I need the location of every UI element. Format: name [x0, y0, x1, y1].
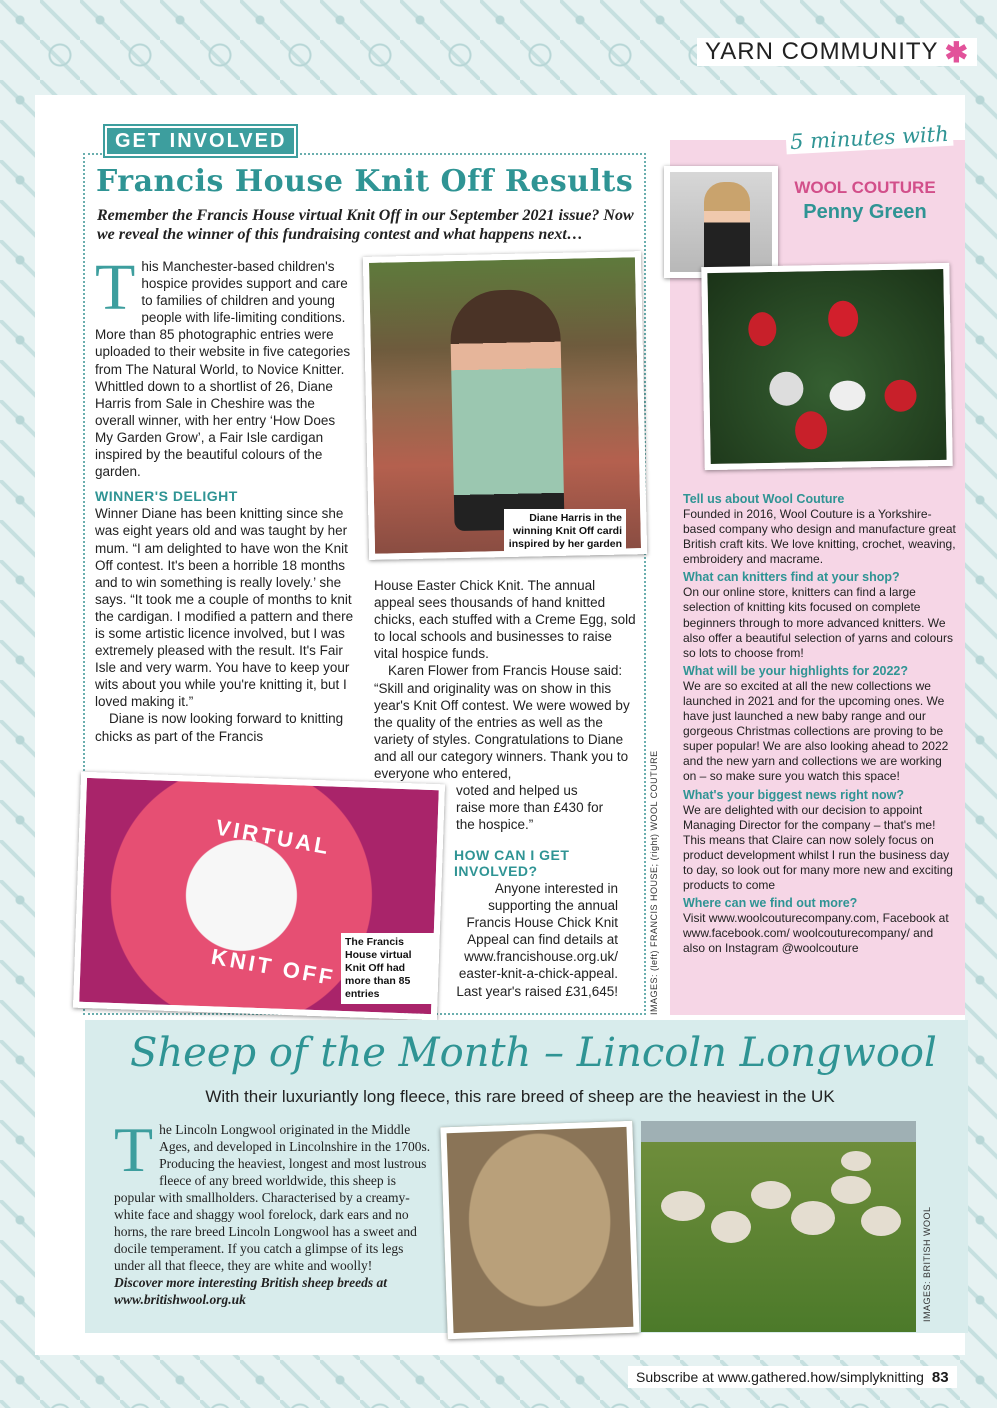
sheep-text: he Lincoln Longwool originated in the Middle Ages, and developed in Lincolnshire in the 1700s. Producing the heaviest, longest and most lustrous fleece of any breed worldwide, this sheep is popular with smallholders. Characterised by a creamy-white face and shaggy wool forelock, dark ears and no horns, the rare breed Lincoln Longwool has a sweet and docile temperament. If you catch a glimpse of its legs under all that fleece, they are white and woolly!: [114, 1122, 431, 1273]
photo-sheep-flock: [641, 1121, 916, 1332]
para-involved: Anyone interested in supporting the annual Francis House Chick Knit Appeal can find details at www.francishouse.org.uk/ easter-knit-a-chick-appeal. Last year's raised £31,645!: [456, 881, 618, 999]
ornament-icon: [748, 312, 777, 346]
para-diane: Diane is now looking forward to knitting chicks as part of the Francis: [95, 711, 344, 744]
qa-question: What's your biggest news right now?: [683, 787, 905, 802]
image-credit: IMAGES: (left) FRANCIS HOUSE; (right) WOOL COUTURE: [649, 750, 659, 1015]
sheep-figure: [841, 1151, 871, 1171]
standfirst: Remember the Francis House virtual Knit Off in our September 2021 issue? Now we reveal the winner of this fundraising contest and what happens next…: [97, 207, 634, 243]
caption-virtual: The Francis House virtual Knit Off had more than 85 entries: [341, 933, 434, 1004]
subhead-how-to-get-involved: HOW CAN I GET INVOLVED?: [454, 847, 570, 879]
qa-question: Tell us about Wool Couture: [683, 492, 845, 506]
qa-answer: We are so excited at all the new collections we launched in 2021 and for the upcoming ones. We have just launched a new baby range and our gorgeous Christmas collections are proving to be super popular! We are also looking ahead to 2022 and the new yarn and collections we are working on – so make sure you watch this space!: [683, 678, 949, 784]
qa-question: What will be your highlights for 2022?: [683, 663, 909, 678]
drop-cap: T: [95, 251, 136, 324]
sheep-more-link: Discover more interesting British sheep breeds at www.britishwool.org.uk: [114, 1275, 387, 1307]
sidebar-qa: [683, 492, 958, 956]
section-tag: [697, 38, 977, 66]
sheep-subtitle: With their luxuriantly long fleece, this rare breed of sheep are the heaviest in the UK: [205, 1087, 835, 1106]
qa-answer: We are delighted with our decision to appoint Managing Director for the company – that's me! This means that Claire can now solely focus on product development whilst I run the business day to day, so look out for many more new and exciting products to come: [683, 802, 953, 892]
page-number: 83: [931, 1368, 949, 1386]
photo-penny-green: [664, 166, 778, 278]
qa-question: What can knitters find at your shop?: [683, 570, 900, 585]
ornament-icon: [829, 380, 866, 411]
sheep-figure: [831, 1176, 871, 1204]
para-karen-end: voted and helped us raise more than £430 for the hospice.”: [456, 783, 604, 833]
sidebar-title: 5 minutes with: [785, 122, 953, 155]
qa-answer: Founded in 2016, Wool Couture is a Yorkshire-based company who design and manufacture great British craft kits. We love knitting, crochet, weaving, embroidery and macrame.: [683, 507, 956, 567]
asterisk-icon: ✱: [944, 36, 970, 68]
ornament-icon: [769, 371, 804, 406]
sheep-body: [114, 1114, 432, 1308]
para-easter: House Easter Chick Knit. The annual appeal sees thousands of hand knitted chicks, each stuffed with a Creme Egg, sold to local schools and businesses to raise vital hospice funds.: [374, 578, 636, 662]
qa-answer: On our online store, knitters can find a large selection of knitting kits focused on complete beginners through to more advanced knitters. We also offer a beautiful selection of yarns and colours so lots to choose from!: [683, 585, 953, 660]
sheep-figure: [861, 1206, 901, 1236]
qa-answer: Visit www.woolcouturecompany.com, Facebook at www.facebook.com/ woolcouturecompany/ and also on Instagram @woolcouture: [683, 911, 949, 956]
para-intro: his Manchester-based children's hospice provides support and care to families of children and young people with life-limiting conditions. More than 85 photographic entries were uploaded to their website in five categories from The Natural World, to Novice Knitter. Whittled down to a shortlist of 26, Diane Harris from Sale in Cheshire was the overall winner, with her entry ‘How Does My Garden Grow’, a Fair Isle cardigan inspired by the beautiful colours of the garden.: [95, 259, 351, 480]
sheep-image-credit: IMAGES: BRITISH WOOL: [922, 1206, 932, 1322]
para-karen: Karen Flower from Francis House said: “Skill and originality was on show in this year's Knit Off contest. We were wowed by the quality of the entries as well as the variety of styles. Congratulations to Diane and all our category winners. Thank you to everyone who entered,: [374, 663, 630, 782]
virtual-text: VIRTUAL: [213, 814, 333, 860]
sheep-figure: [751, 1181, 791, 1209]
section-tag-label: YARN COMMUNITY: [705, 38, 939, 65]
caption-diane: Diane Harris in the winning Knit Off cardi inspired by her garden: [504, 509, 626, 554]
drop-cap: T: [114, 1114, 154, 1185]
person-figure: [704, 182, 750, 278]
subhead-winners-delight: WINNER'S DELIGHT: [95, 488, 238, 505]
article-col1: [95, 251, 355, 745]
footer: [628, 1366, 957, 1388]
sheep-figure: [661, 1191, 705, 1221]
article-col2: [374, 577, 639, 782]
sidebar-person: Penny Green: [803, 201, 927, 223]
ornament-icon: [795, 411, 828, 450]
qa-question: Where can we find out more?: [683, 896, 858, 911]
sidebar-company: WOOL COUTURE: [794, 178, 936, 197]
headline: Francis House Knit Off Results: [96, 164, 634, 199]
sheep-title: Sheep of the Month – Lincoln Longwool: [130, 1030, 937, 1076]
ornament-icon: [828, 300, 859, 337]
knit-off-text: KNIT OFF: [209, 943, 338, 991]
photo-christmas-tree: [701, 263, 953, 470]
para-winner: Winner Diane has been knitting since she was eight years old and was taught by her mum. “I am delighted to have won the Knit Off contest. It's been a horrible 18 months and to win something is really lovely.’ she says. “It took me a couple of months to knit the cardigan. I modified a pattern and there is some artistic licence involved, but I was extremely pleased with the result. It's Fair Isle and very warm. You have to keep your wits about you while you're knitting it, but I loved making it.”: [95, 506, 354, 710]
ornament-icon: [884, 379, 917, 412]
photo-sheep-closeup: [440, 1121, 639, 1340]
person-figure: [450, 289, 565, 531]
subscribe-link[interactable]: Subscribe at www.gathered.how/simplyknitting: [636, 1369, 924, 1385]
kicker: GET INVOLVED: [105, 126, 296, 156]
sheep-figure: [711, 1211, 751, 1243]
sheep-figure: [791, 1201, 835, 1235]
